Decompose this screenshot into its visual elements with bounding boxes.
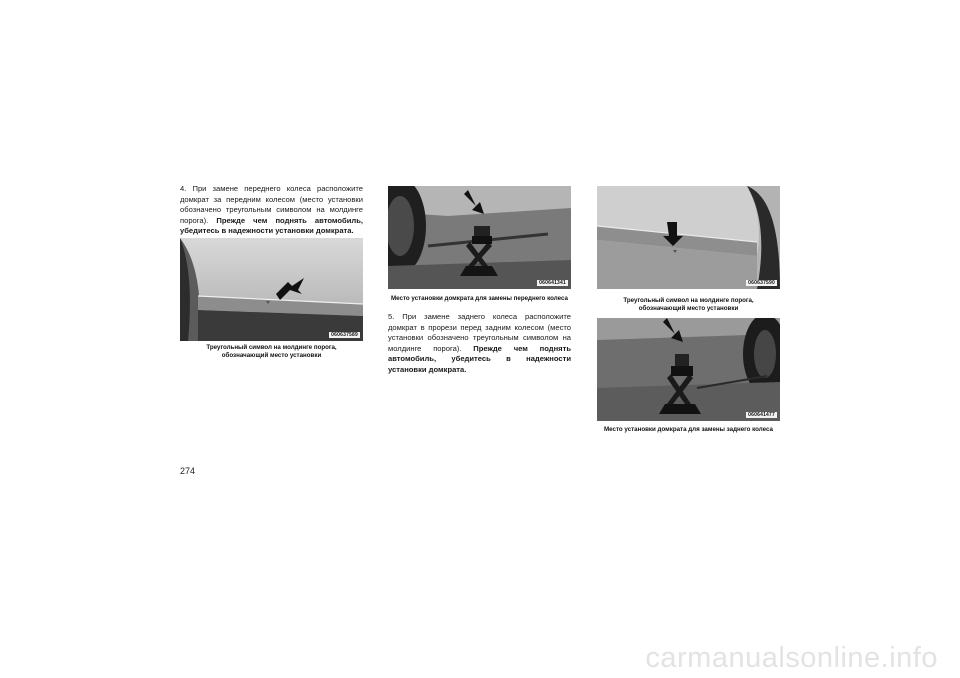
page-number: 274 xyxy=(180,466,196,476)
image-code: 060637589 xyxy=(331,332,358,338)
step-4-warning: Прежде чем поднять автомобиль, убедитесь в надежности установки домкрата. xyxy=(180,215,364,236)
step-4-text: 4. При замене переднего колеса расположите домкрат за передним колесом (место установки обозначено треугольным символом на молдинге порога). xyxy=(180,184,363,225)
step-4-paragraph xyxy=(180,184,363,237)
watermark: carmanualsonline.info xyxy=(0,638,960,678)
sill-molding-front-illustration xyxy=(180,238,363,341)
rear-jack-illustration xyxy=(597,318,780,421)
step-5-text: 5. При замене заднего колеса расположите домкрат в прорези перед задним колесом (место установки обозначено треугольным символом на молдинге порога). xyxy=(388,312,571,353)
front-jack-illustration xyxy=(388,186,571,289)
caption-line-1: Треугольный символ на молдинге порога, xyxy=(206,344,337,351)
sill-molding-rear-illustration xyxy=(597,186,780,289)
image-code: 060641341 xyxy=(539,280,566,286)
sill-molding-rear-photo xyxy=(597,186,780,289)
caption-line-2: обозначающий место установки xyxy=(638,305,739,313)
rear-jack-photo xyxy=(597,318,780,421)
front-jack-photo xyxy=(388,186,571,289)
image-code: 060637590 xyxy=(748,280,775,286)
sill-molding-front-photo xyxy=(180,238,363,341)
front-jack-caption: Место установки домкрата для замены переднего колеса xyxy=(391,295,568,302)
step-5-paragraph xyxy=(388,312,571,376)
image-code: 060641477 xyxy=(748,412,775,418)
step-5-warning: Прежде чем поднять автомобиль, убедитесь в надежности установки домкрата. xyxy=(388,343,571,374)
rear-jack-caption: Место установки домкрата для замены заднего колеса xyxy=(604,426,773,433)
sill-molding-front-caption xyxy=(180,344,363,360)
caption-line-2: обозначающий место установки xyxy=(221,352,322,360)
sill-molding-rear-caption xyxy=(597,297,780,313)
caption-line-1: Треугольный символ на молдинге порога, xyxy=(623,297,754,304)
